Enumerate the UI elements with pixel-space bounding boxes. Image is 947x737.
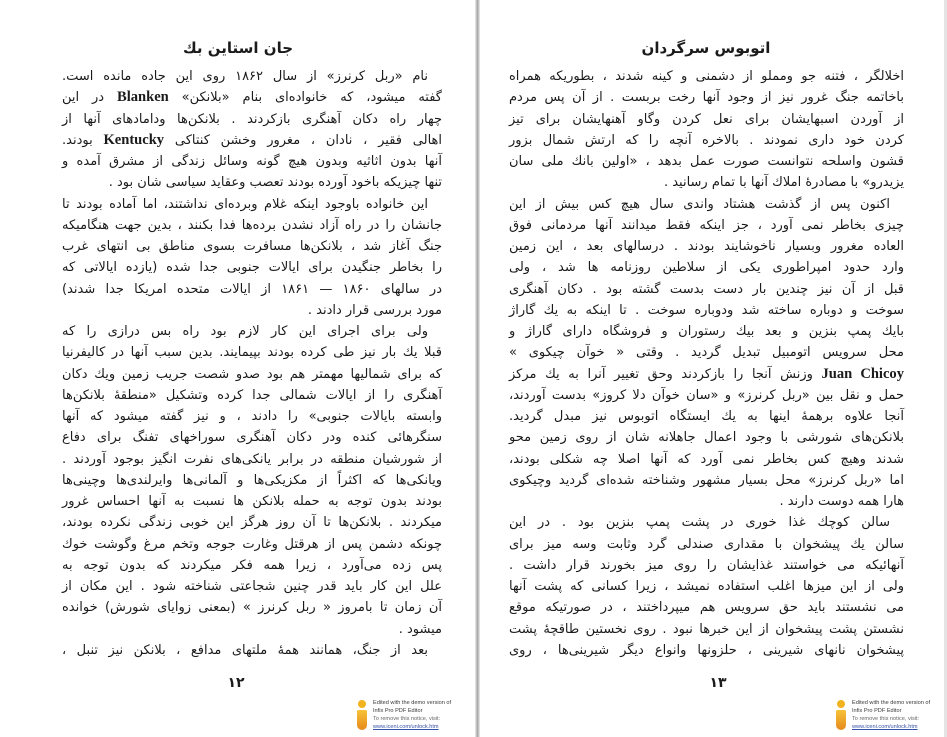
- text-line: سنگرهائی کنده ودر دکان آهنگری سوراخهای تفنگ برای دفاع: [62, 430, 442, 446]
- text-line: قبلا یك بار نیز طی کرده بودند بپیمایند. بدین سبب آنها در کالیفرنیا: [62, 345, 442, 361]
- text-line: حمل و نقل بین «ربل کرنرز» و «سان خوآن دلا کروز» بدست آوردند،: [509, 387, 904, 403]
- text-line: ولی برای اجرای این کار لازم بود راه بس درازی را که: [62, 324, 428, 339]
- text-line: چیزی بخاطر نمی آورد ، جز اینکه فقط میدانند آنها مردمانی فوق: [509, 217, 904, 233]
- watermark-link[interactable]: www.iceni.com/unlock.htm: [373, 724, 439, 730]
- text-line: از آوردن اسبهایشان برای نعل کردن وگاو آهنهایشان برای تیز: [509, 111, 904, 127]
- text-line: یزیدرو» با مصادرهٔ املاك آنها با تمام رسانید .: [663, 175, 904, 191]
- text-line: نام «ربل کرنرز» از سال ۱۸۶۲ روی این جاده مانده است.: [62, 69, 428, 84]
- text-line: قبل از آن نیز چندین بار دست بدست گشته بود . دکان آهنگری: [509, 281, 904, 297]
- right-page-text: [509, 66, 904, 661]
- text-line: چهار راه دکان آهنگری بازکردند . بلانکن‌ها ودامادهای آنها از: [62, 111, 442, 127]
- text-line: بعد از جنگ، همانند همهٔ ملتهای مدافع ، بلانکن نیز تنبل ،: [62, 642, 428, 658]
- infix-logo-icon: [355, 700, 369, 730]
- text-line: جانشان را در راه آزاد نشدن برده‌ها فدا بکنند ، بدین جهت هنگامیکه: [62, 217, 442, 233]
- text-line: سالن کوچك غذا خوری در پشت پمپ بنزین بود . در این: [509, 515, 890, 531]
- text-line: ولی از این میزها اغلب استفاده نمیشد ، زیرا کسانی که پشت آنها: [509, 579, 904, 594]
- watermark-line: Edited with the demo version of: [373, 700, 452, 706]
- watermark-line: To remove this notice, visit:: [373, 716, 441, 722]
- page-gutter: [475, 0, 480, 737]
- text-line: بلانکن‌های شورشی با وجود اعمال جاهلانه شان از روی زمین محو: [509, 430, 904, 446]
- watermark-line: Infix Pro PDF Editor: [373, 708, 423, 714]
- text-line: جنگ آغاز شد ، بلانکن‌ها مسافرت بسوی مناطق بی انتهای غرب: [62, 239, 442, 254]
- text-line: بودند بدون توجه به حمله بلانکن ها نسبت به آنها احساس غرور: [62, 494, 442, 509]
- text-line: وابسته بایالات جنوبی» را دادند ، و نیز گفته میشود که آنها: [62, 409, 442, 424]
- text-line: وارد حدود امپراطوری یکی از سلاطین روزنامه ها شد ، ولی: [509, 260, 904, 276]
- text-line: اما «ربل کرنرز» محل بسیار مشهور وشناخته شده‌ای گردید وچیکوی: [509, 472, 904, 488]
- text-line: می نشستند باید حق سرویس هم میپرداختند ، در صورتیکه موقع: [509, 600, 904, 616]
- text-line: سوخت و دوباره ساخته شد ودوباره سوخت . تا اینکه به یك گاراژ: [509, 302, 904, 318]
- text-line: را بخاطر جنگیدن برای ایالات جنوبی جدا شده (یازده ایالاتی که: [62, 260, 442, 276]
- page-number: ۱۲: [227, 675, 245, 691]
- text-line: مورد بررسی قرار دادند .: [307, 302, 442, 318]
- text-line: آن زمان تا بامروز « ربل کرنرز » (بمعنی زوایای شورش) خوانده: [62, 600, 442, 616]
- line-segment: وزنش آنجا را بازکردند وحق تغییر آنرا به یك مرکز: [509, 366, 813, 382]
- watermark-link[interactable]: www.iceni.com/unlock.htm: [852, 724, 918, 730]
- text-line: پس زده می‌آورد ، زیرا همه فکر میکردند که بدون توجه به: [62, 557, 442, 573]
- running-title: جان استاین بك: [182, 39, 294, 57]
- latin-term: Kentucky: [103, 131, 165, 148]
- watermark-text: [373, 699, 451, 731]
- text-line: قشون واسلحه نتوانست صورت عمل بدهد ، «اولین بانك ملی سان: [509, 154, 904, 169]
- text-line: اخلالگر ، فتنه جو ومملو از دشمنی و کینه شدند ، بطوریکه همراه: [509, 69, 904, 84]
- text-line: شدند وهیچ کس بخاطر نمی آورد که آنها اصلا چه شکلی بودند،: [509, 451, 904, 467]
- watermark-line: Infix Pro PDF Editor: [852, 708, 902, 714]
- line-segment: گفته میشود، که خانواده‌ای بنام «بلانکن»: [181, 90, 442, 106]
- line-segment: در این: [62, 90, 105, 106]
- text-line: [62, 130, 442, 151]
- watermark-line: To remove this notice, visit:: [852, 716, 920, 722]
- text-line: ویانکی‌ها که اکثراً از مکزیکی‌ها و آلمانی‌ها وایرلندی‌ها وچینی‌ها: [62, 472, 442, 488]
- line-segment: بودند.: [62, 132, 93, 148]
- text-line: آنها بدون اثاثیه وبدون هیچ گونه وسائل زندگی از مشرق آمده و: [62, 154, 442, 169]
- text-line: علل این کار باید قدر چنین شجاعتی شناخته شود . این مکان از: [62, 579, 442, 594]
- text-line: محل سرویس اتومبیل تبدیل گردید . وقتی « خوآن چیکوی »: [509, 345, 904, 361]
- text-line: میکردند . بلانکن‌ها تا آن روز هرگز این خوبی زندگی نکرده بودند،: [62, 515, 442, 531]
- latin-term: Juan Chicoy: [821, 365, 904, 382]
- text-line: چونکه دشمن پس از هرقتل وغارت جوجه وتخم مرغ وگوشت خوك: [62, 536, 442, 552]
- text-line: العاده مغرور وبسیار ناخوشایند بودند . درسالهای بعد ، این زمین: [509, 239, 904, 254]
- text-line: این خانواده باوجود اینکه غلام وبرده‌ای نداشتند، اما آماده بودند تا: [62, 196, 428, 212]
- infix-logo-icon: [834, 700, 848, 730]
- page-number: ۱۳: [709, 675, 727, 691]
- text-line: از شورشیان منطقه در برابر یانکی‌های نفرت انگیز بوجود آوردند .: [62, 451, 442, 467]
- text-line: [62, 87, 442, 108]
- text-line: میشود .: [398, 621, 442, 637]
- watermark-line: Edited with the demo version of: [852, 700, 931, 706]
- text-line: که برای شمالیها مهمتر هم بود صدو شصت جریب زمین ویك دکان: [62, 366, 442, 382]
- text-line: بایك پمپ بنزین و بعد بیك رستوران و فروشگاه دارای گاراژ و: [509, 324, 904, 339]
- text-line: آهنگری را از ایالات شمالی جدا کرده وتشکیل «منطقهٔ بلانکن‌ها: [62, 387, 442, 403]
- text-line: آنجا علاوه برهمهٔ اینها به یك ایستگاه اتوبوس نیز مبدل گردید.: [509, 409, 904, 424]
- text-line: اکنون پس از گذشت هشتاد واندی سال هیچ کس بیش از این: [509, 196, 890, 212]
- latin-term: Blanken: [117, 89, 169, 106]
- text-line: آنهائیکه می خواستند غذایشان را روی میز بخورند قرار داشت .: [509, 557, 904, 573]
- text-line: [509, 364, 904, 385]
- left-page-text: [62, 66, 442, 661]
- running-title: اتوبوس سرگردان: [641, 39, 771, 57]
- text-line: باخاتمه جنگ غرور نیز از وجود آنها رخت بربست . از آن پس مردم: [509, 90, 904, 106]
- text-line: کردن خود داری نمودند . بالاخره آنچه را که ارتش شمال بزور: [509, 132, 904, 148]
- line-segment: اهالی فقیر ، نادان ، مغرور وخشن کنتاکی: [174, 132, 442, 148]
- text-line: پیشخوان نانهای شیرینی ، حلزونها وانواع دیگر شیرینی‌ها ، روی: [509, 642, 904, 658]
- text-line: در سالهای ۱۸۶۰ — ۱۸۶۱ از ایالات متحده امریکا جدا شدند): [62, 281, 442, 297]
- text-line: تنها چیزیکه باخود آورده بودند تعصب وعقاید سیاسی شان بود .: [108, 175, 442, 191]
- text-line: نشستن پشت پیشخوان از این خبرها نبود . روی نخستین طاقچهٔ پشت: [509, 621, 904, 637]
- text-line: هارا همه دوست دارند .: [779, 494, 904, 509]
- watermark-text: [852, 699, 930, 731]
- text-line: سالن یك پیشخوان با مقداری صندلی گرد وثابت وسه میز برای: [509, 536, 904, 552]
